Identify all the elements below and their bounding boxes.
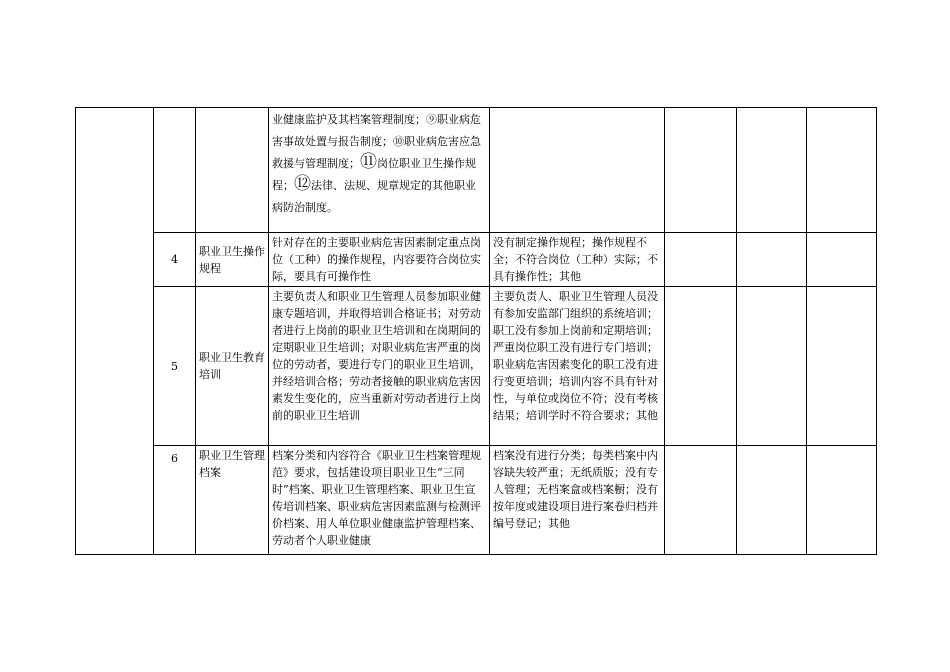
deduction-cell [490,446,665,555]
item-name-cell [196,233,269,287]
blank-cell [665,446,737,555]
item-name: 职业卫生操作规程 [199,244,265,275]
outer-merged-cell [76,108,154,555]
item-name: 职业卫生教育培训 [199,351,265,381]
blank-cell [665,233,737,287]
blank-cell [807,446,877,555]
row-number: 6 [171,452,178,465]
blank-cell [737,287,807,446]
blank-cell [737,446,807,555]
inspection-table [75,107,877,555]
item-name-cell [196,287,269,446]
circled-number-12: ⑫ [294,174,311,194]
deduction-cell [490,108,665,233]
row-number-cell [154,108,196,233]
row-number-cell [154,287,196,446]
table-row [76,287,877,446]
blank-cell [665,287,737,446]
item-name: 职业卫生管理档案 [199,449,265,479]
requirement-cell [269,108,490,233]
requirement-text-1: 业健康监护及其档案管理制度；⑨职业病危害事故处置与报告制度；⑩职业病危害应急救援与管理制度； [272,113,481,170]
table-row [76,446,877,555]
blank-cell [665,108,737,233]
deduction-cell [490,233,665,287]
blank-cell [737,233,807,287]
requirement-text-2: 岗位职业卫生操作规程； [272,157,476,192]
requirement-text-3: 法律、法规、规章规定的其他职业病防治制度。 [272,179,476,214]
row-number-cell [154,233,196,287]
outer-row [76,108,877,233]
requirement-text: 档案分类和内容符合《职业卫生档案管理规范》要求，包括建设项目职业卫生“三同时”档案、职业卫生管理档案、职业卫生宣传培训档案、职业病危害因素监测与检测评价档案、用人单位职业健康监护管理档案、劳动者个人职业健康 [272,449,481,547]
blank-cell [807,233,877,287]
deduction-text: 没有制定操作规程；操作规程不全；不符合岗位（工种）实际；不具有操作性；其他 [493,236,658,283]
deduction-cell [490,287,665,446]
blank-cell [807,287,877,446]
circled-number-11: ⑪ [360,152,377,172]
requirement-cell [269,446,490,555]
blank-cell [807,108,877,233]
row-number-cell [154,446,196,555]
item-name-cell [196,108,269,233]
table-row [76,233,877,287]
blank-cell [737,108,807,233]
deduction-text: 主要负责人、职业卫生管理人员没有参加安监部门组织的系统培训；职工没有参加上岗前和定期培训；严重岗位职工没有进行专门培训；职业病危害因素变化的职工没有进行变更培训；培训内容不具有针对性，与单位或岗位不符；没有考核结果；培训学时不符合要求；其他 [493,290,658,422]
requirement-cell [269,233,490,287]
item-name-cell [196,446,269,555]
requirement-text: 针对存在的主要职业病危害因素制定重点岗位（工种）的操作规程，内容要符合岗位实际，要具有可操作性 [272,236,481,283]
requirement-cell [269,287,490,446]
row-number: 5 [171,359,178,373]
requirement-text: 主要负责人和职业卫生管理人员参加职业健康专题培训，并取得培训合格证书；对劳动者进行上岗前的职业卫生培训和在岗期间的定期职业卫生培训；对职业病危害严重的岗位的劳动者，要进行专门的职业卫生培训，并经培训合格；劳动者接触的职业病危害因素发生变化的，应当重新对劳动者进行上岗前的职业卫生培训 [272,290,481,422]
row-number: 4 [171,253,178,266]
deduction-text: 档案没有进行分类；每类档案中内容缺失较严重；无纸质版；没有专人管理；无档案盒或档案橱；没有按年度或建设项目进行案卷归档并编号登记；其他 [493,449,658,530]
